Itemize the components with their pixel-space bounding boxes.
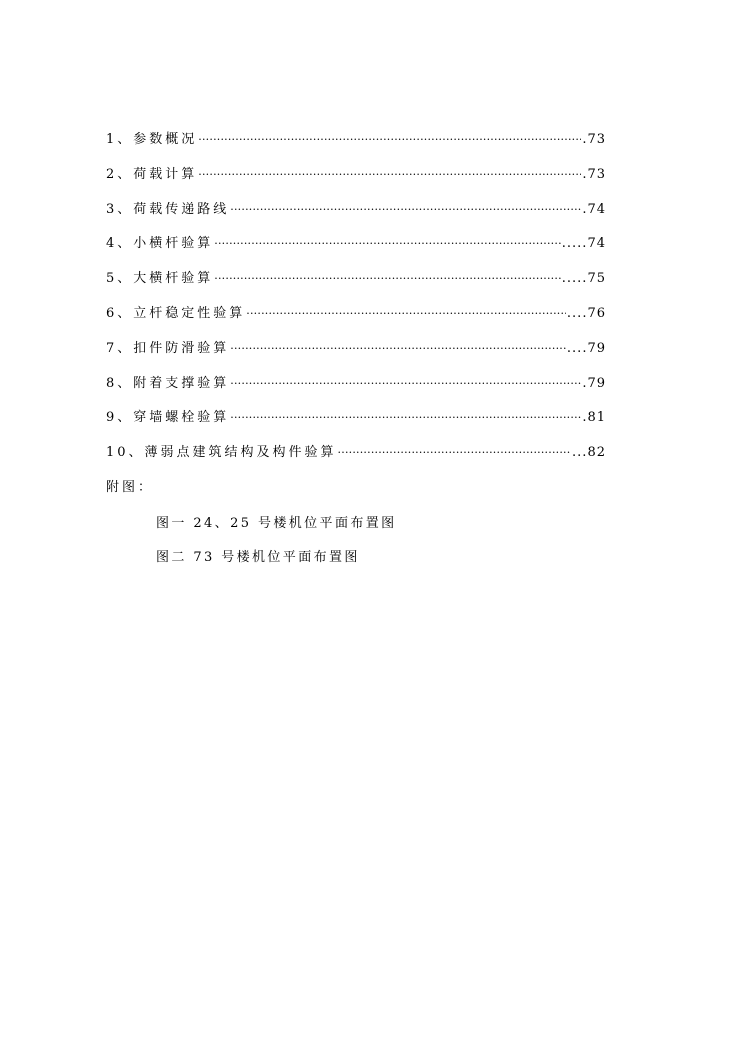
toc-entry-page: .73 [582,132,606,147]
toc-leader-dots [338,446,572,459]
toc-entry-title: 1、参数概况 [106,132,198,147]
toc-leader-dots [198,168,581,181]
toc-entry-title: 5、大横杆验算 [106,271,214,287]
toc-leader-dots [198,133,581,146]
toc-leader-dots [230,411,581,424]
toc-entry-6[interactable] [106,302,606,337]
toc-entry-title: 10、薄弱点建筑结构及构件验算 [106,445,337,461]
table-of-contents [106,128,606,476]
toc-entry-4[interactable] [106,232,606,267]
toc-entry-9[interactable] [106,406,606,441]
toc-entry-7[interactable] [106,337,606,372]
toc-entry-1[interactable] [106,128,606,163]
toc-entry-3[interactable] [106,198,606,233]
toc-entry-title: 3、荷载传递路线 [106,201,230,217]
toc-entry-title: 4、小横杆验算 [106,236,214,252]
toc-leader-dots [230,342,566,355]
toc-leader-dots [230,203,581,216]
toc-entry-page: .79 [582,375,606,391]
toc-leader-dots [246,307,566,320]
toc-entry-page: .81 [582,410,606,426]
toc-entry-page: ....79 [566,340,606,356]
appendix-figure-1[interactable]: 图一 24、25 号楼机位平面布置图 [156,516,397,531]
toc-leader-dots [230,377,581,390]
toc-leader-dots [214,272,561,285]
toc-entry-title: 6、立杆稳定性验算 [106,305,246,321]
toc-entry-title: 8、附着支撑验算 [106,375,230,391]
toc-entry-page: .73 [582,166,606,182]
toc-leader-dots [214,237,561,250]
toc-entry-2[interactable] [106,163,606,198]
appendix-heading: 附图： [106,480,155,495]
appendix-figure-2[interactable]: 图二 73 号楼机位平面布置图 [156,550,360,565]
toc-entry-page: ...82 [572,445,606,461]
toc-entry-page: .....75 [561,271,606,287]
toc-entry-8[interactable] [106,372,606,407]
toc-entry-title: 2、荷载计算 [106,166,198,182]
toc-entry-10[interactable] [106,441,606,476]
toc-entry-page: .....74 [561,236,606,252]
toc-entry-title: 9、穿墙螺栓验算 [106,410,230,426]
toc-entry-page: ....76 [566,305,606,321]
toc-entry-title: 7、扣件防滑验算 [106,340,230,356]
toc-entry-5[interactable] [106,267,606,302]
toc-entry-page: .74 [582,201,606,217]
